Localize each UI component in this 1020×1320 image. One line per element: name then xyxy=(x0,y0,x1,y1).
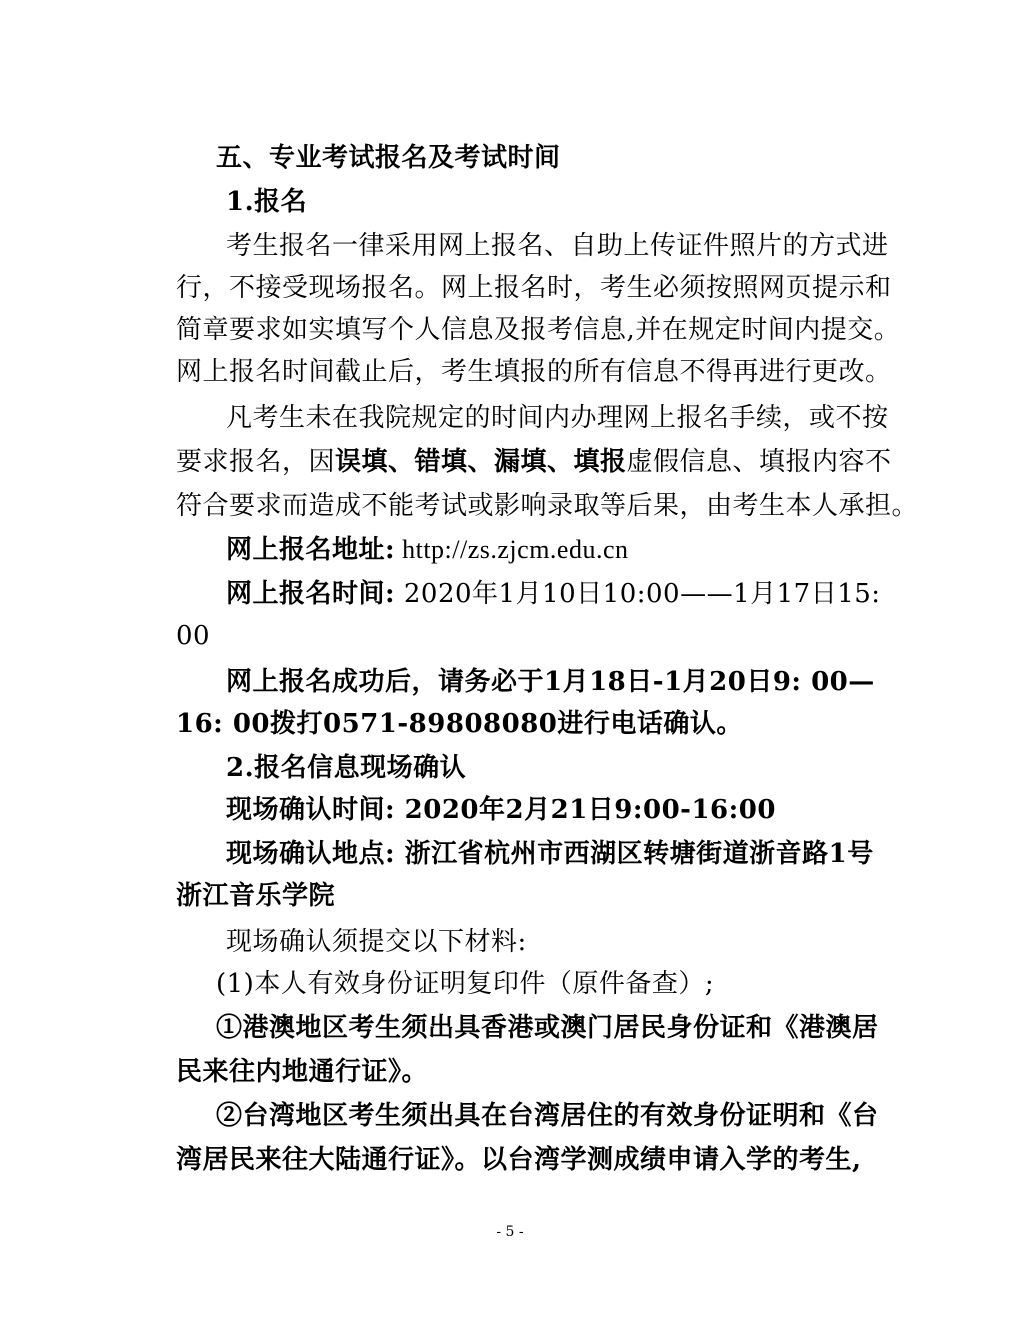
materials-subitem: ①港澳地区考生须出具香港或澳门居民身份证和《港澳居 xyxy=(216,1013,879,1043)
online-address-line xyxy=(226,528,629,572)
subsection-registration: 1.报名 xyxy=(226,187,308,217)
onsite-time-line: 现场确认时间: 2020年2月21日9:00-16:00 xyxy=(226,795,776,825)
materials-subitem: 民来往内地通行证》。 xyxy=(176,1057,429,1087)
online-address-link[interactable]: http://zs.zjcm.edu.cn xyxy=(395,535,629,564)
materials-item: (1)本人有效身份证明复印件（原件备查）; xyxy=(216,969,715,999)
phone-confirm-line: 16: 00拨打0571-89808080进行电话确认。 xyxy=(176,709,743,739)
paragraph-line: 网上报名时间截止后，考生填报的所有信息不得再进行更改。 xyxy=(176,357,892,387)
paragraph-line: 凡考生未在我院规定的时间内办理网上报名手续，或不按 xyxy=(226,403,889,433)
paragraph-line: 考生报名一律采用网上报名、自助上传证件照片的方式进 xyxy=(226,231,889,261)
online-time-line xyxy=(226,572,881,616)
paragraph-line: 简章要求如实填写个人信息及报考信息,并在规定时间内提交。 xyxy=(176,315,901,345)
materials-subitem: ②台湾地区考生须出具在台湾居住的有效身份证明和《台 xyxy=(216,1101,879,1131)
onsite-place-line: 浙江音乐学院 xyxy=(176,881,336,911)
paragraph-line: 符合要求而造成不能考试或影响录取等后果，由考生本人承担。 xyxy=(176,491,919,521)
online-time-continuation: 00 xyxy=(176,621,211,651)
text-segment: 虚假信息、填报内容不 xyxy=(626,447,892,477)
online-time-value: 2020年1月10日10:00——1月17日15: xyxy=(395,579,881,609)
online-time-label: 网上报名时间: xyxy=(226,579,396,609)
emphasis-text: 误填、错填、漏填、填报 xyxy=(335,447,627,477)
subsection-onsite-confirm: 2.报名信息现场确认 xyxy=(226,753,467,783)
materials-subitem: 湾居民来往大陆通行证》。以台湾学测成绩申请入学的考生, xyxy=(176,1145,862,1175)
online-address-label: 网上报名地址: xyxy=(226,535,396,565)
paragraph-line xyxy=(176,440,892,484)
materials-intro: 现场确认须提交以下材料: xyxy=(226,927,527,957)
page-number: - 5 - xyxy=(496,1224,524,1240)
paragraph-line: 行，不接受现场报名。网上报名时，考生必须按照网页提示和 xyxy=(176,273,892,303)
phone-confirm-line: 网上报名成功后，请务必于1月18日-1月20日9: 00— xyxy=(226,667,875,697)
section-heading: 五、专业考试报名及考试时间 xyxy=(216,143,561,173)
onsite-place-line: 现场确认地点: 浙江省杭州市西湖区转塘街道浙音路1号 xyxy=(226,839,874,869)
text-segment: 要求报名，因 xyxy=(176,447,336,477)
